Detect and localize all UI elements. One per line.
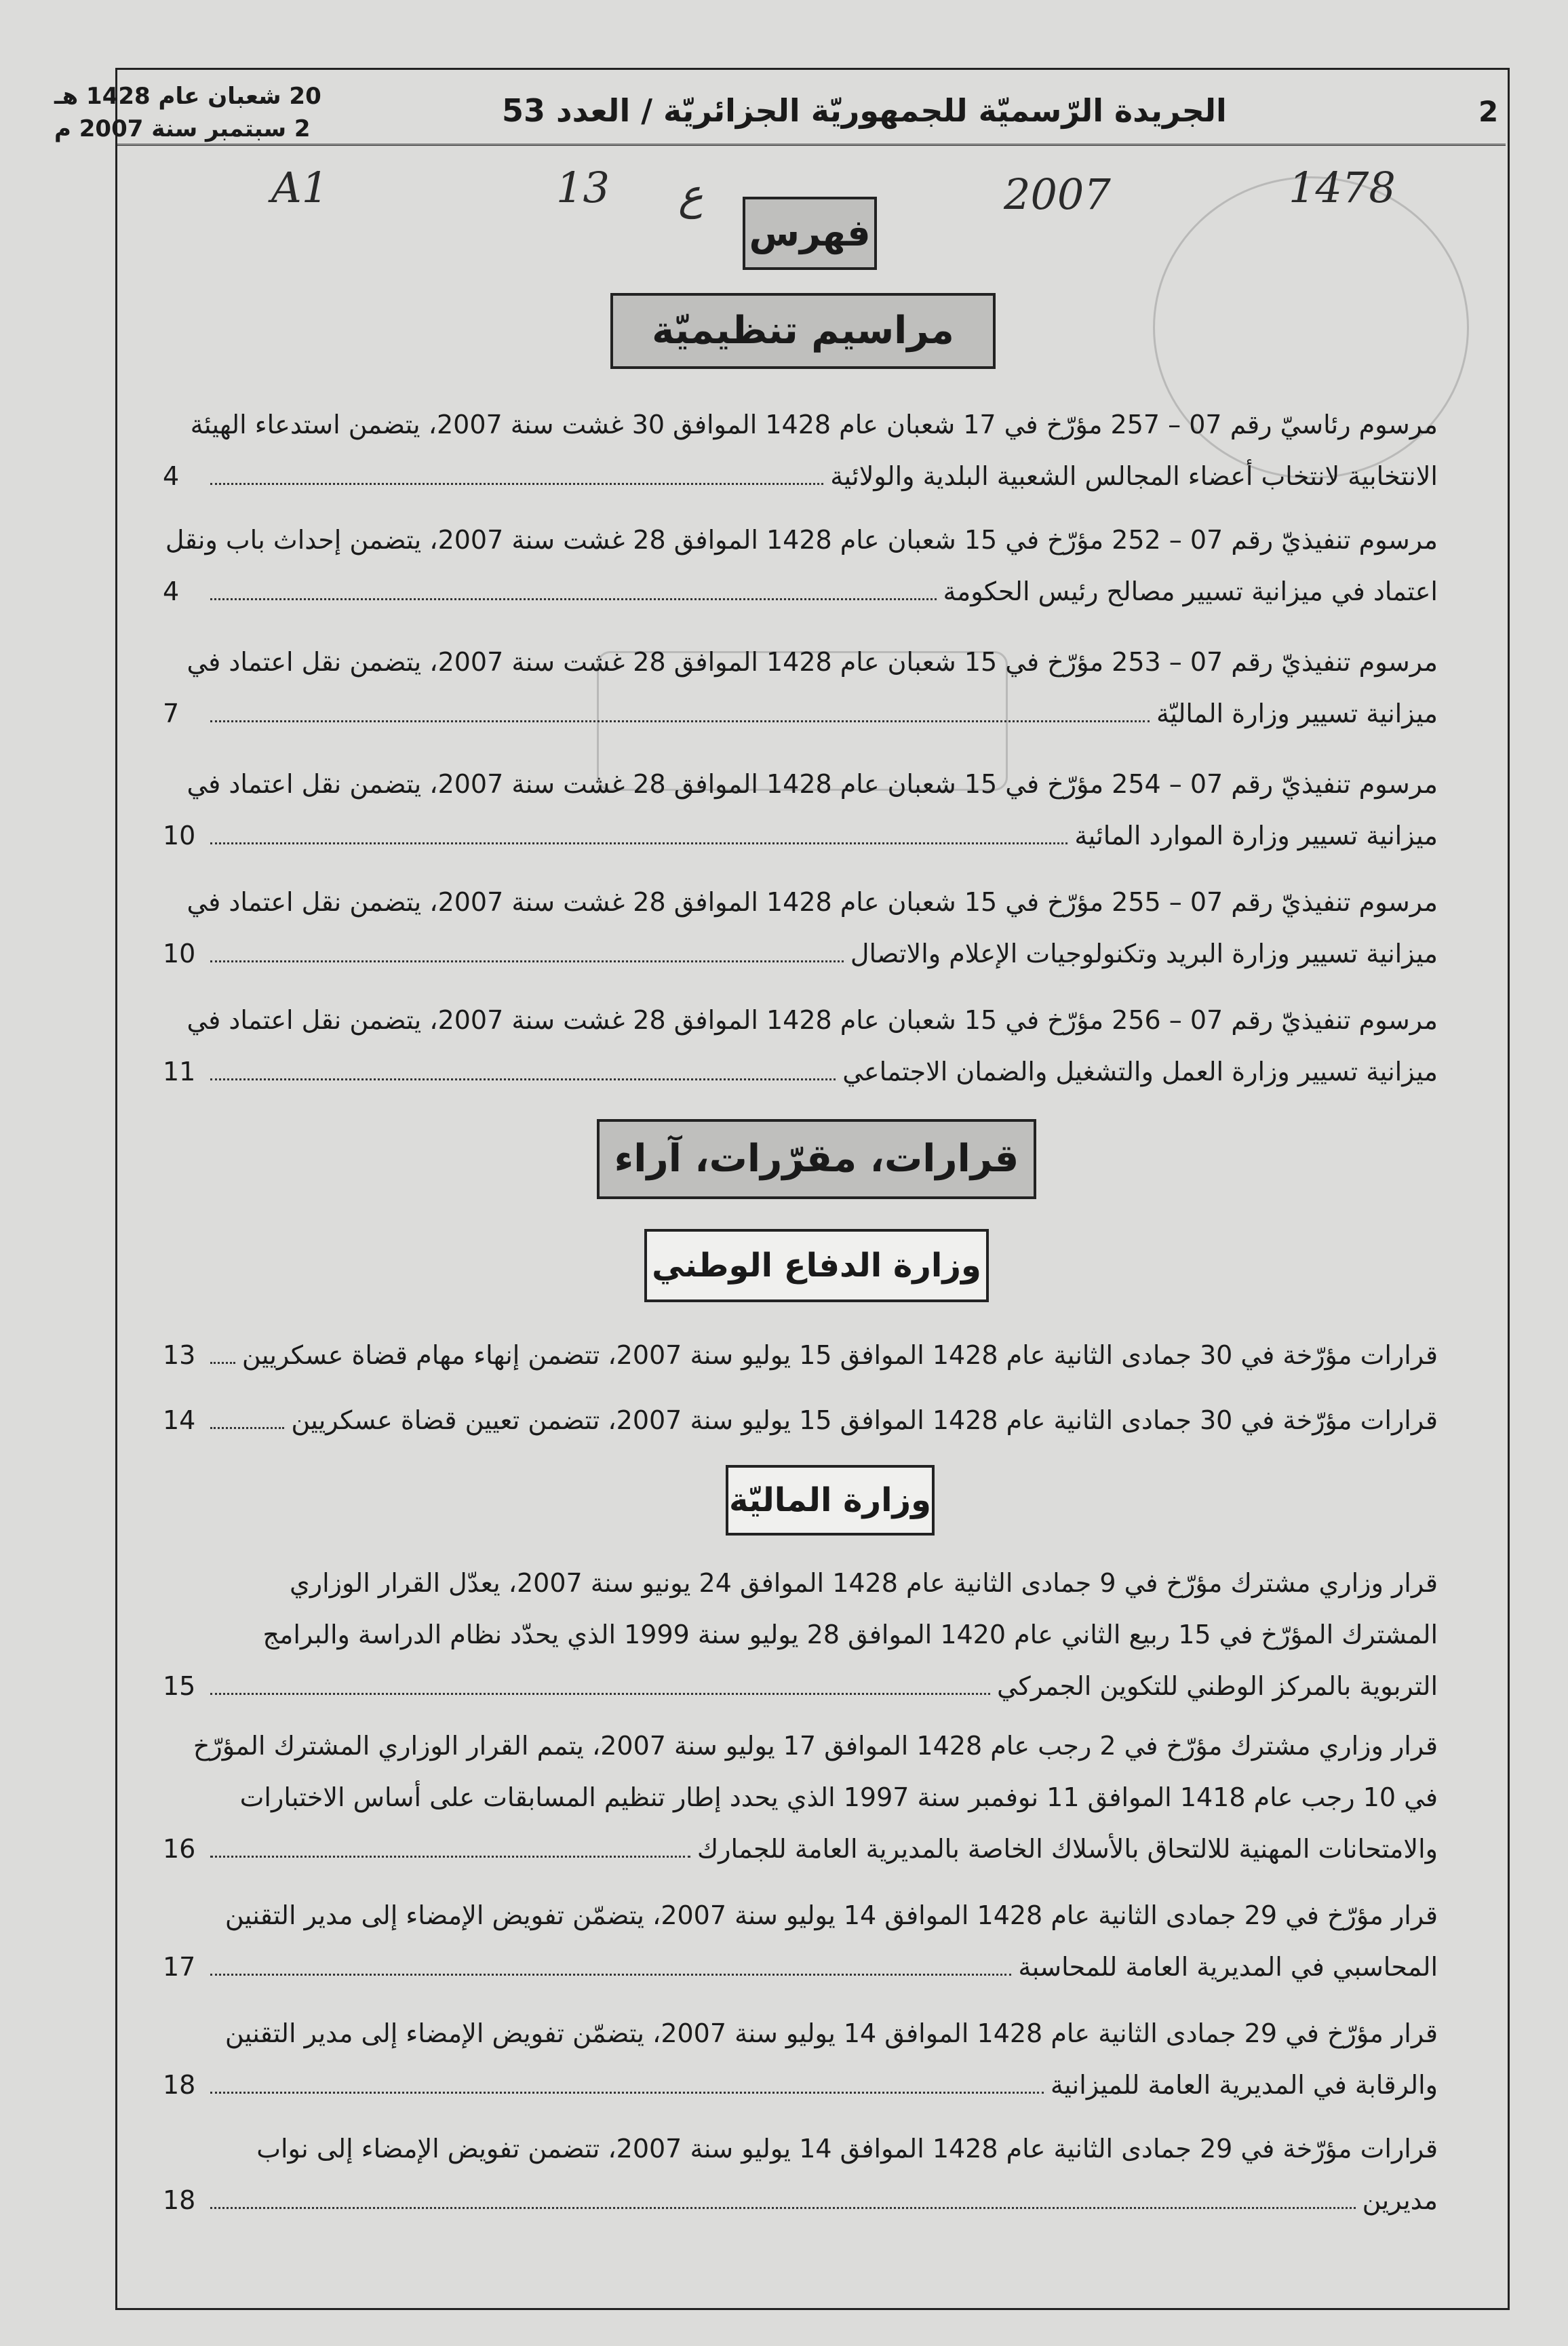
entry-page-number: 4 [163,461,180,491]
entry-page-number: 10 [163,821,196,851]
entry-line: والرقابة في المديرية العامة للميزانية [1050,2070,1438,2100]
entry-page-number: 18 [163,2185,196,2215]
entry-line: اعتماد في ميزانية تسيير مصالح رئيس الحكومة [943,576,1438,606]
toc-entry [163,994,1438,1097]
entry-line: مرسوم تنفيذيّ رقم 07 – 252 مؤرّخ في 15 شعبان عام 1428 الموافق 28 غشت سنة 2007، يتضمن إحداث باب ونقل [165,525,1438,555]
date-hijri: 20 شعبان عام 1428 هـ [54,83,321,110]
handwritten-mark: 2007 [1004,170,1111,219]
section-ministry-defense: وزارة الدفاع الوطني [644,1229,989,1302]
handwritten-mark: ع [678,170,703,219]
entry-line: مرسوم تنفيذيّ رقم 07 – 253 مؤرّخ في 15 شعبان عام 1428 الموافق 28 غشت سنة 2007، يتضمن نقل اعتماد في [187,647,1438,677]
handwritten-mark: 1478 [1289,163,1396,212]
toc-entry [163,1329,1438,1381]
toc-entry [163,1890,1438,1993]
section-regulatory-decrees: مراسيم تنظيميّة [610,293,996,369]
entry-page-number: 4 [163,576,180,606]
leader-dots [210,1960,1011,1976]
handwritten-mark: A1 [271,163,329,212]
toc-entry [163,1557,1438,1712]
entry-page-number: 13 [163,1340,196,1370]
leader-dots [210,947,844,962]
entry-line: مرسوم تنفيذيّ رقم 07 – 254 مؤرّخ في 15 شعبان عام 1428 الموافق 28 غشت سنة 2007، يتضمن نقل اعتماد في [187,769,1438,799]
entry-line: قرار وزاري مشترك مؤرّخ في 2 رجب عام 1428 الموافق 17 يوليو سنة 2007، يتمم القرار الوزاري المشترك المؤرّخ [193,1731,1438,1761]
entry-line: التربوية بالمركز الوطني للتكوين الجمركي [996,1671,1438,1701]
leader-dots [210,707,1150,722]
leader-dots [210,829,1067,844]
toc-entry [163,876,1438,979]
toc-entry [163,636,1438,739]
entry-line: ميزانية تسيير وزارة الموارد المائية [1074,821,1438,851]
toc-entry [163,1394,1438,1446]
leader-dots [210,2193,1356,2209]
entry-page-number: 11 [163,1057,196,1087]
entry-page-number: 16 [163,1834,196,1864]
issue-date [54,80,321,145]
entry-line: قرارات مؤرّخة في 29 جمادى الثانية عام 1428 الموافق 14 يوليو سنة 2007، تتضمن تفويض الإمضاء إلى نواب [256,2134,1438,2164]
date-gregorian: 2 سبتمبر سنة 2007 م [54,115,311,142]
toc-entry [163,758,1438,861]
leader-dots [210,1065,836,1080]
gazette-title: الجريدة الرّسميّة للجمهوريّة الجزائريّة / العدد 53 [502,92,1227,129]
entry-page-number: 17 [163,1952,196,1982]
section-decisions: قرارات، مقرّرات، آراء [597,1119,1036,1199]
entry-line: قرار مؤرّخ في 29 جمادى الثانية عام 1428 الموافق 14 يوليو سنة 2007، يتضمّن تفويض الإمضاء إلى مدير التقنين [224,2018,1438,2048]
handwritten-mark: 13 [556,163,610,212]
entry-line: ميزانية تسيير وزارة البريد وتكنولوجيات الإعلام والاتصال [850,939,1438,969]
entry-line: ميزانية تسيير وزارة العمل والتشغيل والضمان الاجتماعي [842,1057,1438,1087]
entry-page-number: 15 [163,1671,196,1701]
leader-dots [210,469,823,485]
entry-page-number: 14 [163,1405,196,1435]
entry-line: مديرين [1362,2185,1438,2215]
leader-dots [210,1413,284,1429]
entry-line: مرسوم تنفيذيّ رقم 07 – 255 مؤرّخ في 15 شعبان عام 1428 الموافق 28 غشت سنة 2007، يتضمن نقل اعتماد في [187,887,1438,917]
entry-line: مرسوم تنفيذيّ رقم 07 – 256 مؤرّخ في 15 شعبان عام 1428 الموافق 28 غشت سنة 2007، يتضمن نقل اعتماد في [187,1005,1438,1035]
toc-entry [163,2008,1438,2111]
leader-dots [210,1348,235,1364]
leader-dots [210,1679,990,1695]
entry-line: الانتخابية لانتخاب أعضاء المجالس الشعبية البلدية والولائية [830,461,1438,491]
entry-line: ميزانية تسيير وزارة الماليّة [1156,699,1438,728]
entry-page-number: 7 [163,699,180,728]
toc-entry [163,399,1438,502]
entry-line: والامتحانات المهنية للالتحاق بالأسلاك الخاصة بالمديرية العامة للجمارك [697,1834,1438,1864]
entry-line: قرارات مؤرّخة في 30 جمادى الثانية عام 1428 الموافق 15 يوليو سنة 2007، تتضمن تعيين قضاة عسكريين [291,1405,1438,1435]
leader-dots [210,585,937,600]
entry-line: قرار مؤرّخ في 29 جمادى الثانية عام 1428 الموافق 14 يوليو سنة 2007، يتضمّن تفويض الإمضاء إلى مدير التقنين [224,1900,1438,1930]
entry-line: مرسوم رئاسيّ رقم 07 – 257 مؤرّخ في 17 شعبان عام 1428 الموافق 30 غشت سنة 2007، يتضمن استدعاء الهيئة [190,410,1438,439]
leader-dots [210,2078,1044,2094]
entry-line: قرارات مؤرّخة في 30 جمادى الثانية عام 1428 الموافق 15 يوليو سنة 2007، تتضمن إنهاء مهام قضاة عسكريين [241,1340,1438,1370]
page-number: 2 [1478,95,1499,128]
entry-line: المشترك المؤرّخ في 15 ربيع الثاني عام 1420 الموافق 28 يوليو سنة 1999 الذي يحدّد نظام الدراسة والبرامج [262,1620,1438,1649]
section-ministry-finance: وزارة الماليّة [726,1465,935,1536]
toc-entry [163,514,1438,617]
toc-entry [163,2123,1438,2226]
header-rule [115,144,1506,146]
entry-line: في 10 رجب عام 1418 الموافق 11 نوفمبر سنة 1997 الذي يحدد إطار تنظيم المسابقات على أساس الاختبارات [239,1782,1438,1812]
entry-line: المحاسبي في المديرية العامة للمحاسبة [1018,1952,1438,1982]
toc-entry [163,1720,1438,1875]
entry-line: قرار وزاري مشترك مؤرّخ في 9 جمادى الثانية عام 1428 الموافق 24 يونيو سنة 2007، يعدّل القرار الوزاري [290,1568,1438,1598]
entry-page-number: 18 [163,2070,196,2100]
leader-dots [210,1842,690,1858]
section-index: فهرس [743,197,877,270]
entry-page-number: 10 [163,939,196,969]
